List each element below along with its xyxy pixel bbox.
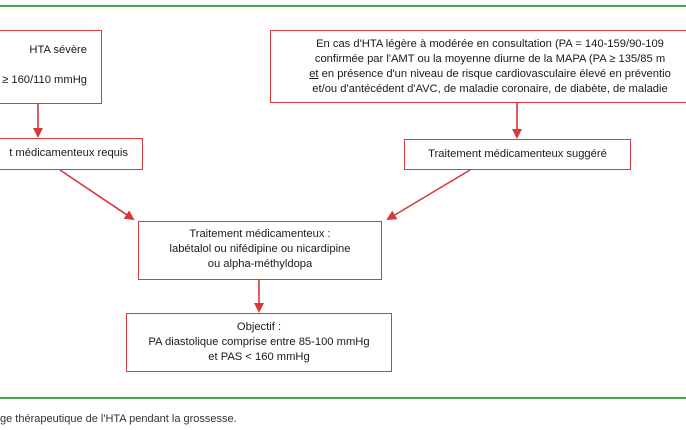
arrow-suggere-to-traitement bbox=[388, 170, 470, 219]
hta-legere-line-3-rest: en présence d'un niveau de risque cardiovasculaire élevé en préventio bbox=[318, 68, 671, 80]
traitement-suggere-label: Traitement médicamenteux suggéré bbox=[428, 148, 607, 160]
hta-legere-line-3 bbox=[271, 67, 686, 82]
hta-legere-box bbox=[270, 30, 686, 103]
objectif-title: Objectif : bbox=[236, 321, 282, 333]
traitement-requis-box bbox=[0, 138, 143, 170]
hta-legere-line-4: et/ou d'antécédent d'AVC, de maladie coronaire, de diabète, de maladie bbox=[312, 83, 668, 95]
frame-bottom-border bbox=[0, 397, 686, 399]
hta-severe-box bbox=[0, 30, 102, 104]
traitement-drugs-line-1: labétalol ou nifédipine ou nicardipine bbox=[169, 243, 351, 255]
hta-legere-et: et bbox=[309, 68, 319, 80]
objectif-box bbox=[126, 313, 392, 372]
hta-severe-spacer bbox=[0, 58, 101, 73]
hta-legere-line-2: confirmée par l'AMT ou la moyenne diurne de la MAPA (PA ≥ 135/85 m bbox=[314, 53, 666, 65]
traitement-title: Traitement médicamenteux : bbox=[189, 228, 331, 240]
hta-severe-threshold: ≥ 160/110 mmHg bbox=[2, 74, 87, 86]
traitement-drugs-line-2: ou alpha-méthyldopa bbox=[207, 258, 313, 270]
traitement-suggere-box bbox=[404, 139, 631, 170]
traitement-requis-label: t médicamenteux requis bbox=[9, 147, 128, 159]
traitement-medicamenteux-box bbox=[138, 221, 382, 280]
objectif-line-1: PA diastolique comprise entre 85-100 mmHg bbox=[148, 336, 370, 348]
hta-legere-line-1: En cas d'HTA légère à modérée en consultation (PA = 140-159/90-109 bbox=[316, 38, 664, 50]
hta-severe-title: HTA sévère bbox=[29, 44, 87, 56]
figure-caption: ge thérapeutique de l'HTA pendant la grossesse. bbox=[0, 413, 237, 425]
arrow-requis-to-traitement bbox=[60, 170, 133, 219]
objectif-line-2: et PAS < 160 mmHg bbox=[208, 351, 310, 363]
frame-top-border bbox=[0, 5, 686, 7]
